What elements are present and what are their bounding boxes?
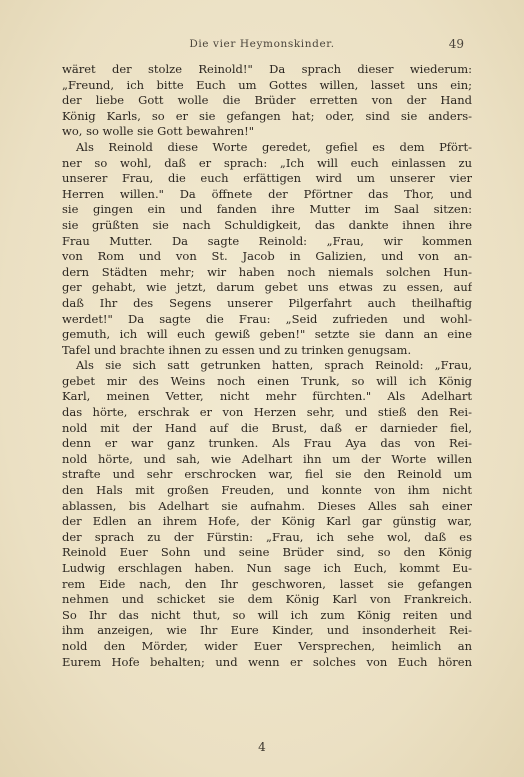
text-line: Ludwig erschlagen haben. Nun sage ich Euch, kommt Eu- [62,561,472,575]
text-line: So Ihr das nicht thut, so will ich zum König reiten und [62,607,472,622]
text-line: Herren willen." Da öffnete der Pförtner das Thor, und [62,186,472,201]
text-line: gebet mir des Weins noch einen Trunk, so will ich König [62,373,472,388]
text-line: „Freund, ich bitte Euch um Gottes willen, lasset uns ein; [62,77,472,92]
text-line: ihm anzeigen, wie Ihr Eure Kinder, und insonderheit Rei- [62,623,472,638]
text-line: nold den Mörder, wider Euer Versprechen, heimlich an [62,638,472,653]
text-line: werdet!" Da sagte die Frau: „Seid zufrieden und wohl- [62,311,472,326]
text-line: Als sie sich satt getrunken hatten, sprach Reinold: „Frau, [76,358,472,373]
text-line: das hörte, erschrak er von Herzen sehr, und stieß den Rei- [62,405,472,420]
text-line: ner so wohl, daß er sprach: „Ich will euch einlassen zu [62,155,472,170]
text-line: dern Städten mehr; wir haben noch niemals solchen Hun- [62,264,472,279]
text-line: Tafel und brachte ihnen zu essen und zu trinken genugsam. [62,342,412,357]
text-line: ger gehabt, wie jetzt, darum gebet uns etwas zu essen, auf [62,280,472,295]
text-line: wäret der stolze Reinold!" Da sprach dieser wiederum: [62,62,472,76]
text-line: den Hals mit großen Freuden, und konnte von ihm nicht [62,483,472,498]
text-line: sie grüßten sie nach Schuldigkeit, das dankte ihnen ihre [62,217,472,232]
text-line: ablassen, bis Adelhart sie aufnahm. Dieses Alles sah einer [62,498,472,513]
text-line: von Rom und von St. Jacob in Galizien, und von an- [62,249,472,264]
signature-mark: 4 [258,740,266,754]
text-line: nehmen und schicket sie dem König Karl von Frankreich. [62,592,472,607]
text-line: strafte und sehr erschrocken war, fiel sie den Reinold um [62,467,472,482]
text-line: der sprach zu der Fürstin: „Frau, ich sehe wol, daß es [62,529,472,544]
text-line: Reinold Euer Sohn und seine Brüder sind, so den König [62,545,472,560]
text-line: daß Ihr des Segens unserer Pilgerfahrt auch theilhaftig [62,295,472,310]
text-line: Karl, meinen Vetter, nicht mehr fürchten." Als Adelhart [62,389,472,404]
text-line: gemuth, ich will euch gewiß geben!" setzte sie dann an eine [62,327,472,342]
text-line: rem Eide nach, den Ihr geschworen, lasset sie gefangen [62,576,472,591]
text-line: wo, so wolle sie Gott bewahren!" [62,124,255,139]
page-number: 49 [448,37,464,51]
text-line: nold hörte, und sah, wie Adelhart ihn um der Worte willen [62,451,472,466]
text-line: sie gingen ein und fanden ihre Mutter im Saal sitzen: [62,202,472,217]
text-line: nold mit der Hand auf die Brust, daß er darnieder fiel, [62,420,472,435]
text-line: der Edlen an ihrem Hofe, der König Karl gar günstig war, [62,514,472,529]
text-line: der liebe Gott wolle die Brüder erretten von der Hand [62,93,472,108]
text-line: Eurem Hofe behalten; und wenn er solches von Euch hören [62,654,472,669]
text-line: König Karls, so er sie gefangen hat; oder, sind sie anders- [62,108,472,123]
text-line: unserer Frau, die euch erfättigen wird um unserer vier [62,171,472,186]
body-text [62,62,472,670]
running-title: Die vier Heymonskinder. [189,38,335,50]
text-line: Als Reinold diese Worte geredet, gefiel es dem Pfört- [76,139,472,154]
text-line: Frau Mutter. Da sagte Reinold: „Frau, wir kommen [62,233,472,248]
running-head [0,38,524,54]
text-line: denn er war ganz trunken. Als Frau Aya das von Rei- [62,436,472,451]
